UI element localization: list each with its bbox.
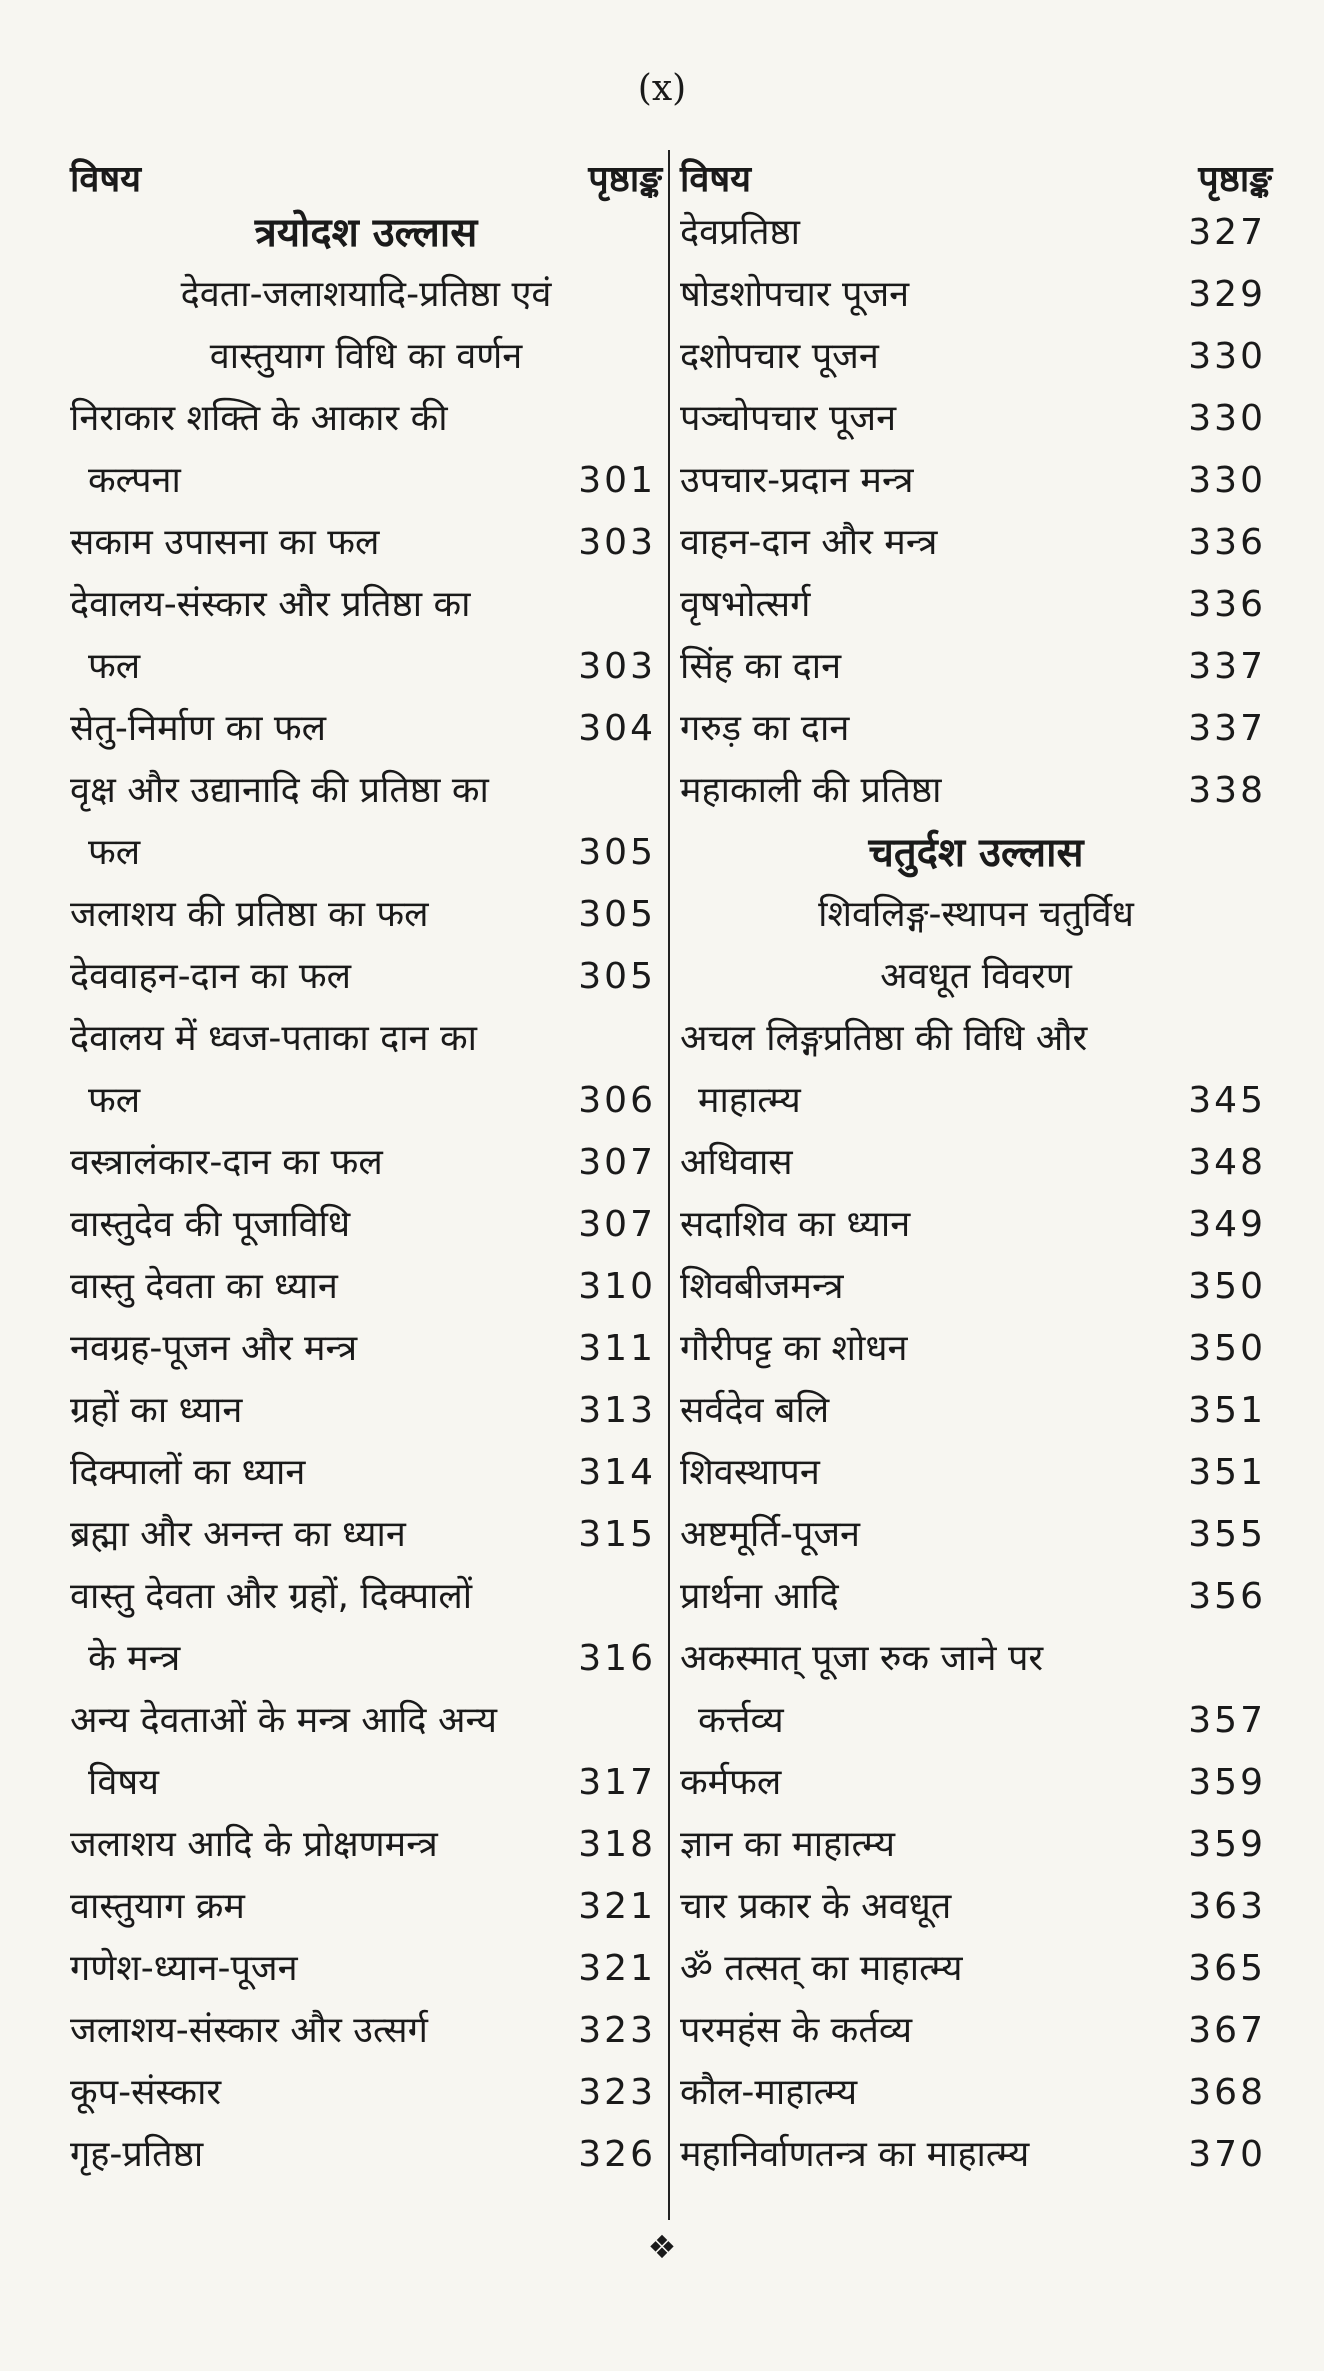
entry-title: फल (88, 646, 141, 687)
toc-entry (680, 264, 1272, 326)
entry-page-number: 305 (578, 894, 656, 935)
entry-page-number: 318 (578, 1824, 656, 1865)
toc-entry (680, 512, 1272, 574)
entry-title: वाहन-दान और मन्त्र (680, 522, 938, 563)
entry-title: गरुड़ का दान (680, 708, 850, 749)
toc-entry (680, 760, 1272, 822)
entry-title: सर्वदेव बलि (680, 1390, 830, 1431)
entry-title: परमहंस के कर्तव्य (680, 2010, 913, 2051)
entry-title: सिंह का दान (680, 646, 842, 687)
entry-title: निराकार शक्ति के आकार की (70, 398, 448, 439)
left-entries (70, 202, 662, 2186)
toc-entry (70, 946, 662, 1008)
section-subheading (680, 946, 1272, 1008)
entry-title: अष्टमूर्ति-पूजन (680, 1514, 861, 1555)
entry-title: पञ्चोपचार पूजन (680, 398, 897, 439)
entry-title: वृषभोत्सर्ग (680, 584, 811, 625)
toc-entry (70, 1318, 662, 1380)
toc-entry (70, 1876, 662, 1938)
entry-title: वास्तु देवता और ग्रहों, दिक्पालों (70, 1576, 473, 1617)
toc-entry (680, 1504, 1272, 1566)
toc-entry (70, 1566, 662, 1628)
toc-entry (70, 2124, 662, 2186)
entry-title: विषय (88, 1762, 160, 1803)
left-column (70, 140, 662, 2186)
entry-page-number: 370 (1188, 2134, 1266, 2175)
toc-entry (680, 1318, 1272, 1380)
entry-title: देवालय-संस्कार और प्रतिष्ठा का (70, 584, 471, 625)
entry-title: अचल लिङ्गप्रतिष्ठा की विधि और (680, 1018, 1088, 1059)
entry-title: माहात्म्य (698, 1080, 801, 1121)
toc-entry (680, 2124, 1272, 2186)
entry-title: महाकाली की प्रतिष्ठा (680, 770, 942, 811)
toc-entry (70, 1814, 662, 1876)
entry-page-number: 363 (1188, 1886, 1266, 1927)
section-heading (680, 822, 1272, 884)
toc-entry (680, 1876, 1272, 1938)
entry-title: प्रार्थना आदि (680, 1576, 839, 1617)
toc-entry (70, 1442, 662, 1504)
entry-title: नवग्रह-पूजन और मन्त्र (70, 1328, 358, 1369)
entry-page-number: 357 (1188, 1700, 1266, 1741)
entry-page-number: 315 (578, 1514, 656, 1555)
toc-entry (680, 1814, 1272, 1876)
entry-page-number: 350 (1188, 1328, 1266, 1369)
toc-entry (680, 2062, 1272, 2124)
toc-entry (680, 636, 1272, 698)
toc-entry (680, 1132, 1272, 1194)
entry-page-number: 337 (1188, 708, 1266, 749)
toc-entry (680, 1752, 1272, 1814)
entry-page-number: 301 (578, 460, 656, 501)
toc-entry (680, 202, 1272, 264)
entry-title: के मन्त्र (88, 1638, 181, 1679)
entry-page-number: 355 (1188, 1514, 1266, 1555)
entry-title: दशोपचार पूजन (680, 336, 879, 377)
section-heading (70, 202, 662, 264)
entry-title: कूप-संस्कार (70, 2072, 222, 2113)
toc-entry (70, 636, 662, 698)
entry-page-number: 316 (578, 1638, 656, 1679)
entry-page-number: 367 (1188, 2010, 1266, 2051)
toc-entry (70, 2062, 662, 2124)
entry-page-number: 313 (578, 1390, 656, 1431)
entry-title: उपचार-प्रदान मन्त्र (680, 460, 914, 501)
entry-page-number: 349 (1188, 1204, 1266, 1245)
toc-entry (70, 1504, 662, 1566)
entry-page-number: 314 (578, 1452, 656, 1493)
page-number: (x) (637, 68, 687, 109)
entry-title: वास्तुदेव की पूजाविधि (70, 1204, 351, 1245)
toc-entry (70, 1194, 662, 1256)
toc-entry (70, 760, 662, 822)
section-subheading (70, 264, 662, 326)
column-divider (668, 150, 670, 2220)
toc-entry (680, 698, 1272, 760)
toc-entry (70, 1752, 662, 1814)
toc-entry (680, 1690, 1272, 1752)
entry-title: गृह-प्रतिष्ठा (70, 2134, 204, 2175)
toc-entry (70, 822, 662, 884)
toc-entry (680, 388, 1272, 450)
toc-entry (680, 1256, 1272, 1318)
subject-header: विषय (680, 159, 752, 200)
entry-page-number: 336 (1188, 522, 1266, 563)
entry-title: देववाहन-दान का फल (70, 956, 352, 997)
entry-title: अन्य देवताओं के मन्त्र आदि अन्य (70, 1700, 497, 1741)
entry-title: वास्तुयाग विधि का वर्णन (209, 336, 523, 377)
entry-title: देवप्रतिष्ठा (680, 212, 800, 253)
entry-title: महानिर्वाणतन्त्र का माहात्म्य (680, 2134, 1030, 2175)
entry-title: दिक्पालों का ध्यान (70, 1452, 306, 1493)
toc-entry (680, 2000, 1272, 2062)
toc-entry (680, 1070, 1272, 1132)
toc-entry (680, 1194, 1272, 1256)
toc-entry (70, 1256, 662, 1318)
entry-page-number: 306 (578, 1080, 656, 1121)
entry-page-number: 359 (1188, 1824, 1266, 1865)
entry-page-number: 327 (1188, 212, 1266, 253)
entry-title: सेतु-निर्माण का फल (70, 708, 327, 749)
entry-page-number: 307 (578, 1204, 656, 1245)
entry-page-number: 323 (578, 2010, 656, 2051)
toc-entry (680, 326, 1272, 388)
ornament-icon: ❖ (647, 2228, 677, 2266)
toc-entry (70, 1628, 662, 1690)
toc-entry (680, 450, 1272, 512)
entry-title: कर्मफल (680, 1762, 782, 1803)
entry-page-number: 350 (1188, 1266, 1266, 1307)
subject-header: विषय (70, 159, 142, 200)
entry-title: वृक्ष और उद्यानादि की प्रतिष्ठा का (70, 770, 489, 811)
entry-title: अधिवास (680, 1142, 793, 1183)
entry-title: अकस्मात् पूजा रुक जाने पर (680, 1638, 1044, 1679)
entry-title: जलाशय-संस्कार और उत्सर्ग (70, 2010, 428, 2051)
toc-entry (70, 1008, 662, 1070)
entry-page-number: 304 (578, 708, 656, 749)
toc-entry (70, 1938, 662, 2000)
toc-entry (70, 1690, 662, 1752)
toc-entry (70, 450, 662, 512)
toc-entry (680, 1442, 1272, 1504)
entry-title: त्रयोदश उल्लास (254, 210, 478, 256)
entry-page-number: 337 (1188, 646, 1266, 687)
entry-page-number: 307 (578, 1142, 656, 1183)
entry-title: वास्तु देवता का ध्यान (70, 1266, 338, 1307)
entry-title: ज्ञान का माहात्म्य (680, 1824, 895, 1865)
entry-page-number: 305 (578, 956, 656, 997)
entry-title: कल्पना (88, 460, 181, 501)
toc-entry (680, 574, 1272, 636)
entry-title: अवधूत विवरण (880, 956, 1072, 997)
entry-page-number: 317 (578, 1762, 656, 1803)
entry-title: सदाशिव का ध्यान (680, 1204, 911, 1245)
entry-title: गौरीपट्ट का शोधन (680, 1328, 908, 1369)
right-column-header (680, 140, 1272, 202)
toc-entry (70, 1132, 662, 1194)
entry-page-number: 351 (1188, 1390, 1266, 1431)
entry-title: ब्रह्मा और अनन्त का ध्यान (70, 1514, 406, 1555)
toc-entry (70, 512, 662, 574)
toc-entry (680, 1380, 1272, 1442)
entry-page-number: 330 (1188, 398, 1266, 439)
entry-title: जलाशय की प्रतिष्ठा का फल (70, 894, 429, 935)
entry-title: चार प्रकार के अवधूत (680, 1886, 952, 1927)
entry-title: फल (88, 832, 141, 873)
toc-entry (70, 388, 662, 450)
toc-entry (70, 698, 662, 760)
entry-page-number: 365 (1188, 1948, 1266, 1989)
entry-title: कर्त्तव्य (698, 1700, 784, 1741)
section-subheading (70, 326, 662, 388)
entry-title: सकाम उपासना का फल (70, 522, 380, 563)
entry-title: फल (88, 1080, 141, 1121)
entry-page-number: 321 (578, 1886, 656, 1927)
entry-title: शिवस्थापन (680, 1452, 820, 1493)
entry-page-number: 359 (1188, 1762, 1266, 1803)
entry-title: वास्तुयाग क्रम (70, 1886, 245, 1927)
entry-page-number: 330 (1188, 336, 1266, 377)
toc-entry (680, 1008, 1272, 1070)
entry-page-number: 336 (1188, 584, 1266, 625)
entry-title: चतुर्दश उल्लास (868, 830, 1084, 876)
entry-page-number: 356 (1188, 1576, 1266, 1617)
entry-page-number: 330 (1188, 460, 1266, 501)
page-header: पृष्ठाङ्क (588, 159, 662, 200)
entry-page-number: 368 (1188, 2072, 1266, 2113)
section-subheading (680, 884, 1272, 946)
entry-title: जलाशय आदि के प्रोक्षणमन्त्र (70, 1824, 438, 1865)
entry-title: वस्त्रालंकार-दान का फल (70, 1142, 383, 1183)
entry-title: देवता-जलाशयादि-प्रतिष्ठा एवं (180, 274, 552, 315)
entry-title: षोडशोपचार पूजन (680, 274, 910, 315)
entry-page-number: 348 (1188, 1142, 1266, 1183)
entry-title: शिवबीजमन्त्र (680, 1266, 844, 1307)
toc-entry (680, 1628, 1272, 1690)
toc-entry (70, 884, 662, 946)
entry-title: शिवलिङ्ग-स्थापन चतुर्विध (818, 894, 1134, 935)
entry-title: ॐ तत्सत् का माहात्म्य (680, 1948, 963, 1989)
toc-entry (70, 2000, 662, 2062)
entry-page-number: 326 (578, 2134, 656, 2175)
toc-entry (680, 1566, 1272, 1628)
entry-page-number: 310 (578, 1266, 656, 1307)
entry-page-number: 323 (578, 2072, 656, 2113)
entry-page-number: 303 (578, 646, 656, 687)
entry-page-number: 329 (1188, 274, 1266, 315)
entry-page-number: 351 (1188, 1452, 1266, 1493)
entry-title: गणेश-ध्यान-पूजन (70, 1948, 298, 1989)
toc-entry (70, 1070, 662, 1132)
entry-page-number: 321 (578, 1948, 656, 1989)
entry-page-number: 338 (1188, 770, 1266, 811)
entry-title: कौल-माहात्म्य (680, 2072, 858, 2113)
entry-page-number: 345 (1188, 1080, 1266, 1121)
entry-title: देवालय में ध्वज-पताका दान का (70, 1018, 477, 1059)
entry-title: ग्रहों का ध्यान (70, 1390, 243, 1431)
entry-page-number: 305 (578, 832, 656, 873)
entry-page-number: 303 (578, 522, 656, 563)
entry-page-number: 311 (578, 1328, 656, 1369)
toc-entry (70, 1380, 662, 1442)
page-header: पृष्ठाङ्क (1198, 159, 1272, 200)
toc-entry (680, 1938, 1272, 2000)
left-column-header (70, 140, 662, 202)
right-column (680, 140, 1272, 2186)
toc-entry (70, 574, 662, 636)
right-entries (680, 202, 1272, 2186)
